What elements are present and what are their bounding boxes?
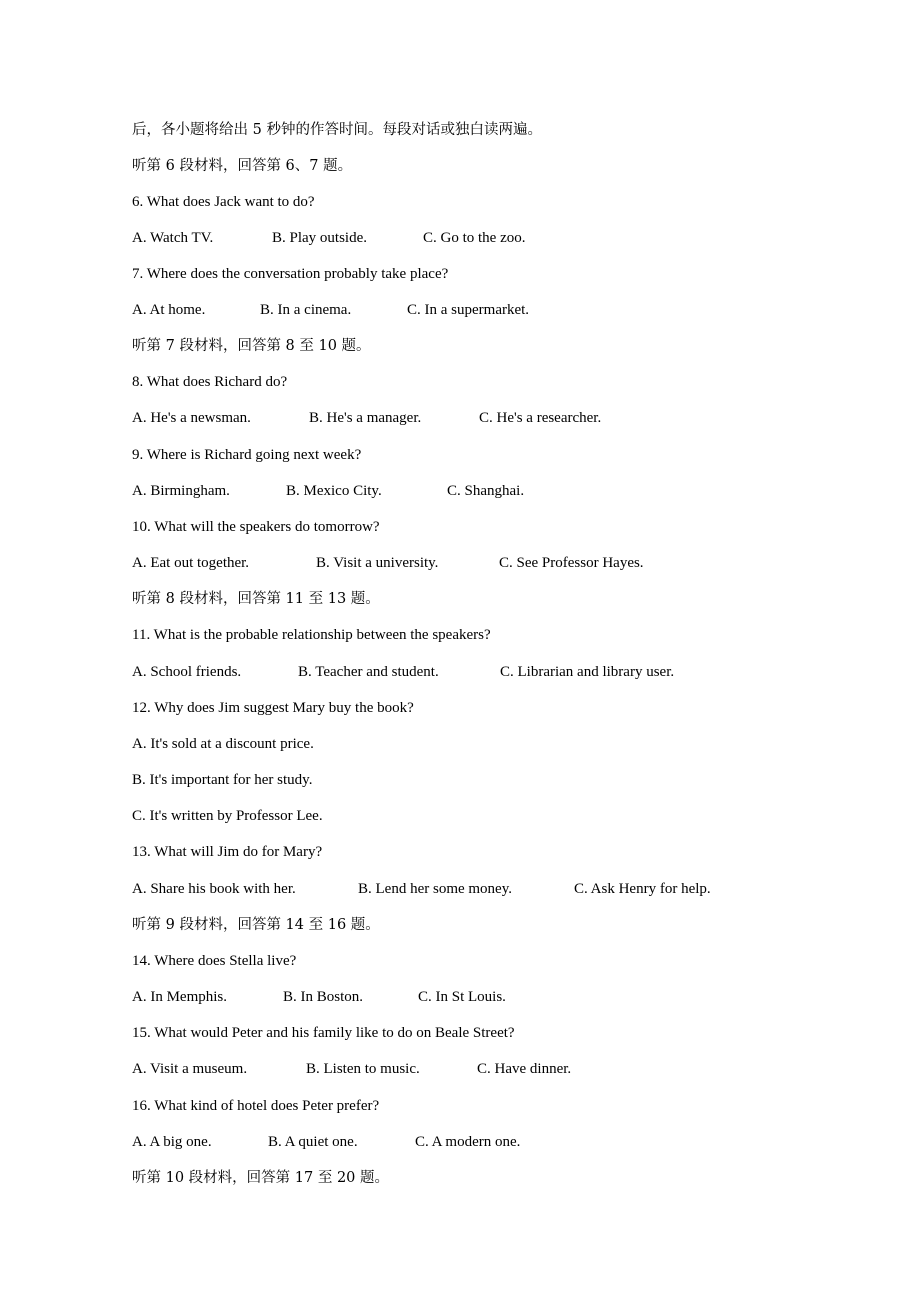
question-stem: 9. Where is Richard going next week? — [132, 447, 362, 463]
option-b: B. Listen to music. — [306, 1061, 420, 1077]
option-c: C. In St Louis. — [418, 989, 506, 1005]
option-a: A. It's sold at a discount price. — [132, 736, 314, 752]
option-a: A. Watch TV. — [132, 230, 214, 246]
option-a: A. At home. — [132, 302, 206, 318]
question-stem: 14. Where does Stella live? — [132, 953, 297, 969]
option-a: A. Eat out together. — [132, 555, 250, 571]
question-stem: 6. What does Jack want to do? — [132, 194, 315, 210]
option-a: A. Visit a museum. — [132, 1061, 248, 1077]
section-instruction: 听第 6 段材料，回答第 6、7 题。 — [132, 158, 353, 174]
option-a: A. Share his book with her. — [132, 881, 296, 897]
question-stem: 16. What kind of hotel does Peter prefer? — [132, 1098, 380, 1114]
section-instruction: 听第 9 段材料，回答第 14 至 16 题。 — [132, 917, 380, 933]
section-instruction: 听第 7 段材料，回答第 8 至 10 题。 — [132, 338, 371, 354]
option-b: B. He's a manager. — [309, 410, 422, 426]
option-b: B. Lend her some money. — [358, 881, 512, 897]
option-a: A. In Memphis. — [132, 989, 227, 1005]
option-a: A. School friends. — [132, 664, 242, 680]
option-c: C. Ask Henry for help. — [574, 881, 711, 897]
section-instruction: 听第 10 段材料，回答第 17 至 20 题。 — [132, 1170, 390, 1186]
option-b: B. In a cinema. — [260, 302, 352, 318]
option-a: A. He's a newsman. — [132, 410, 251, 426]
intro-line: 后，各小题将给出 5 秒钟的作答时间。每段对话或独白读两遍。 — [132, 122, 542, 138]
option-b: B. Mexico City. — [286, 483, 382, 499]
question-stem: 7. Where does the conversation probably take place? — [132, 266, 449, 282]
question-stem: 10. What will the speakers do tomorrow? — [132, 519, 380, 535]
option-c: C. Librarian and library user. — [500, 664, 675, 680]
section-instruction: 听第 8 段材料，回答第 11 至 13 题。 — [132, 591, 380, 607]
option-c: C. See Professor Hayes. — [499, 555, 644, 571]
option-c: C. A modern one. — [415, 1134, 521, 1150]
question-stem: 11. What is the probable relationship between the speakers? — [132, 627, 491, 643]
question-stem: 15. What would Peter and his family like to do on Beale Street? — [132, 1025, 515, 1041]
option-a: A. A big one. — [132, 1134, 212, 1150]
option-c: C. Go to the zoo. — [423, 230, 526, 246]
option-c: C. Have dinner. — [477, 1061, 572, 1077]
option-b: B. Play outside. — [272, 230, 368, 246]
option-b: B. Visit a university. — [316, 555, 439, 571]
option-b: B. In Boston. — [283, 989, 364, 1005]
option-b: B. It's important for her study. — [132, 772, 313, 788]
option-b: B. Teacher and student. — [298, 664, 439, 680]
option-b: B. A quiet one. — [268, 1134, 358, 1150]
option-c: C. It's written by Professor Lee. — [132, 808, 323, 824]
option-c: C. In a supermarket. — [407, 302, 530, 318]
option-a: A. Birmingham. — [132, 483, 230, 499]
option-c: C. Shanghai. — [447, 483, 525, 499]
question-stem: 13. What will Jim do for Mary? — [132, 844, 323, 860]
option-c: C. He's a researcher. — [479, 410, 602, 426]
question-stem: 12. Why does Jim suggest Mary buy the book? — [132, 700, 414, 716]
question-stem: 8. What does Richard do? — [132, 374, 288, 390]
